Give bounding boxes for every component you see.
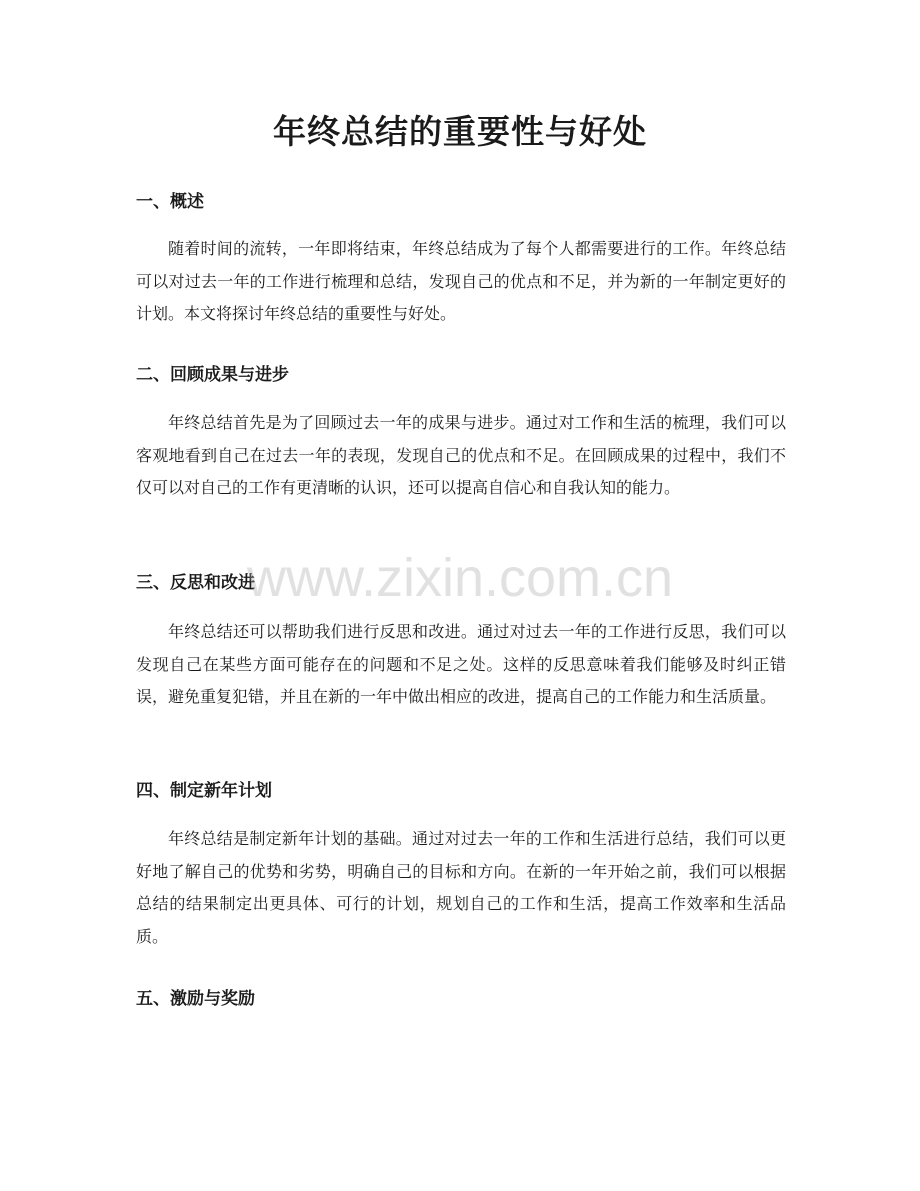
section-3-paragraph: 年终总结还可以帮助我们进行反思和改进。通过对过去一年的工作进行反思，我们可以发现自己在某些方面可能存在的问题和不足之处。这样的反思意味着我们能够及时纠正错误，避免重复犯错，并且在新的一年中做出相应的改进，提高自己的工作能力和生活质量。 xyxy=(136,622,786,706)
document-title: 年终总结的重要性与好处 xyxy=(273,112,647,151)
watermark-text: www.zixin.com.cn xyxy=(246,548,674,608)
section-5-heading: 五、激励与奖励 xyxy=(136,989,255,1009)
section-3-heading: 三、反思和改进 xyxy=(136,573,255,593)
section-1-paragraph: 随着时间的流转，一年即将结束，年终总结成为了每个人都需要进行的工作。年终总结可以对过去一年的工作进行梳理和总结，发现自己的优点和不足，并为新的一年制定更好的计划。本文将探讨年终总结的重要性与好处。 xyxy=(136,239,786,323)
section-4-paragraph: 年终总结是制定新年计划的基础。通过对过去一年的工作和生活进行总结，我们可以更好地了解自己的优势和劣势，明确自己的目标和方向。在新的一年开始之前，我们可以根据总结的结果制定出更具体、可行的计划，规划自己的工作和生活，提高工作效率和生活品质。 xyxy=(136,829,786,946)
section-2-heading: 二、回顾成果与进步 xyxy=(136,365,289,385)
section-4-heading: 四、制定新年计划 xyxy=(136,781,272,801)
section-1-heading: 一、概述 xyxy=(136,192,204,212)
section-2-paragraph: 年终总结首先是为了回顾过去一年的成果与进步。通过对工作和生活的梳理，我们可以客观地看到自己在过去一年的表现，发现自己的优点和不足。在回顾成果的过程中，我们不仅可以对自己的工作有更清晰的认识，还可以提高自信心和自我认知的能力。 xyxy=(136,413,786,497)
